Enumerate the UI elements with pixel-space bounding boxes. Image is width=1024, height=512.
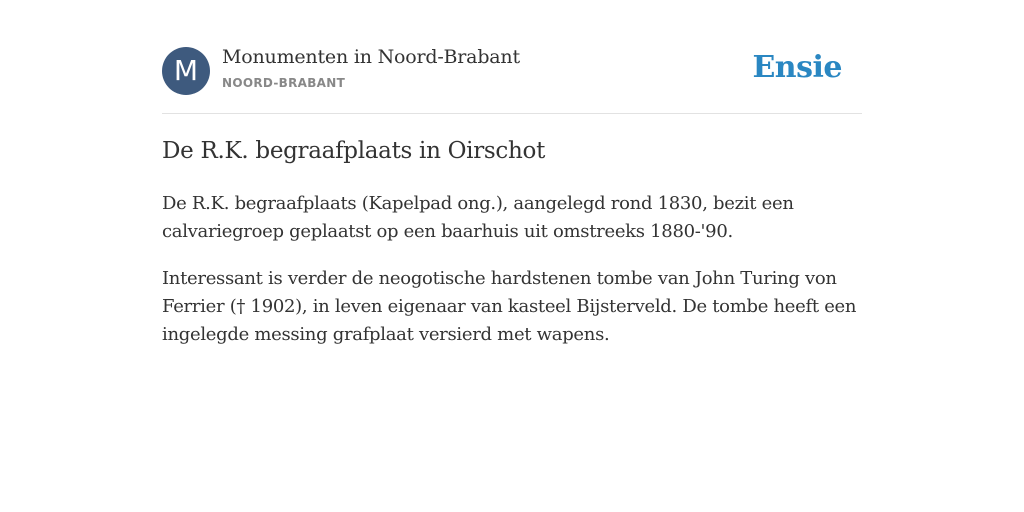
source-subtitle: NOORD-BRABANT: [222, 76, 346, 90]
header-divider: [162, 113, 862, 114]
source-title[interactable]: Monumenten in Noord-Brabant: [222, 46, 520, 68]
article-paragraph-2: Interessant is verder de neogotische hardstenen tombe van John Turing von Ferrier († 1902), in leven eigenaar van kasteel Bijsterveld. De tombe heeft een ingelegde messing grafplaat versierd met wapens.: [162, 268, 857, 345]
article-paragraph-1: De R.K. begraafplaats (Kapelpad ong.), aangelegd rond 1830, bezit een calvariegroep geplaatst op een baarhuis uit omstreeks 1880-'90.: [162, 193, 794, 242]
source-header: [162, 46, 862, 96]
article-title: De R.K. begraafplaats in Oirschot: [162, 138, 546, 164]
avatar[interactable]: M: [162, 47, 210, 95]
brand-logo[interactable]: Ensie: [752, 50, 842, 85]
